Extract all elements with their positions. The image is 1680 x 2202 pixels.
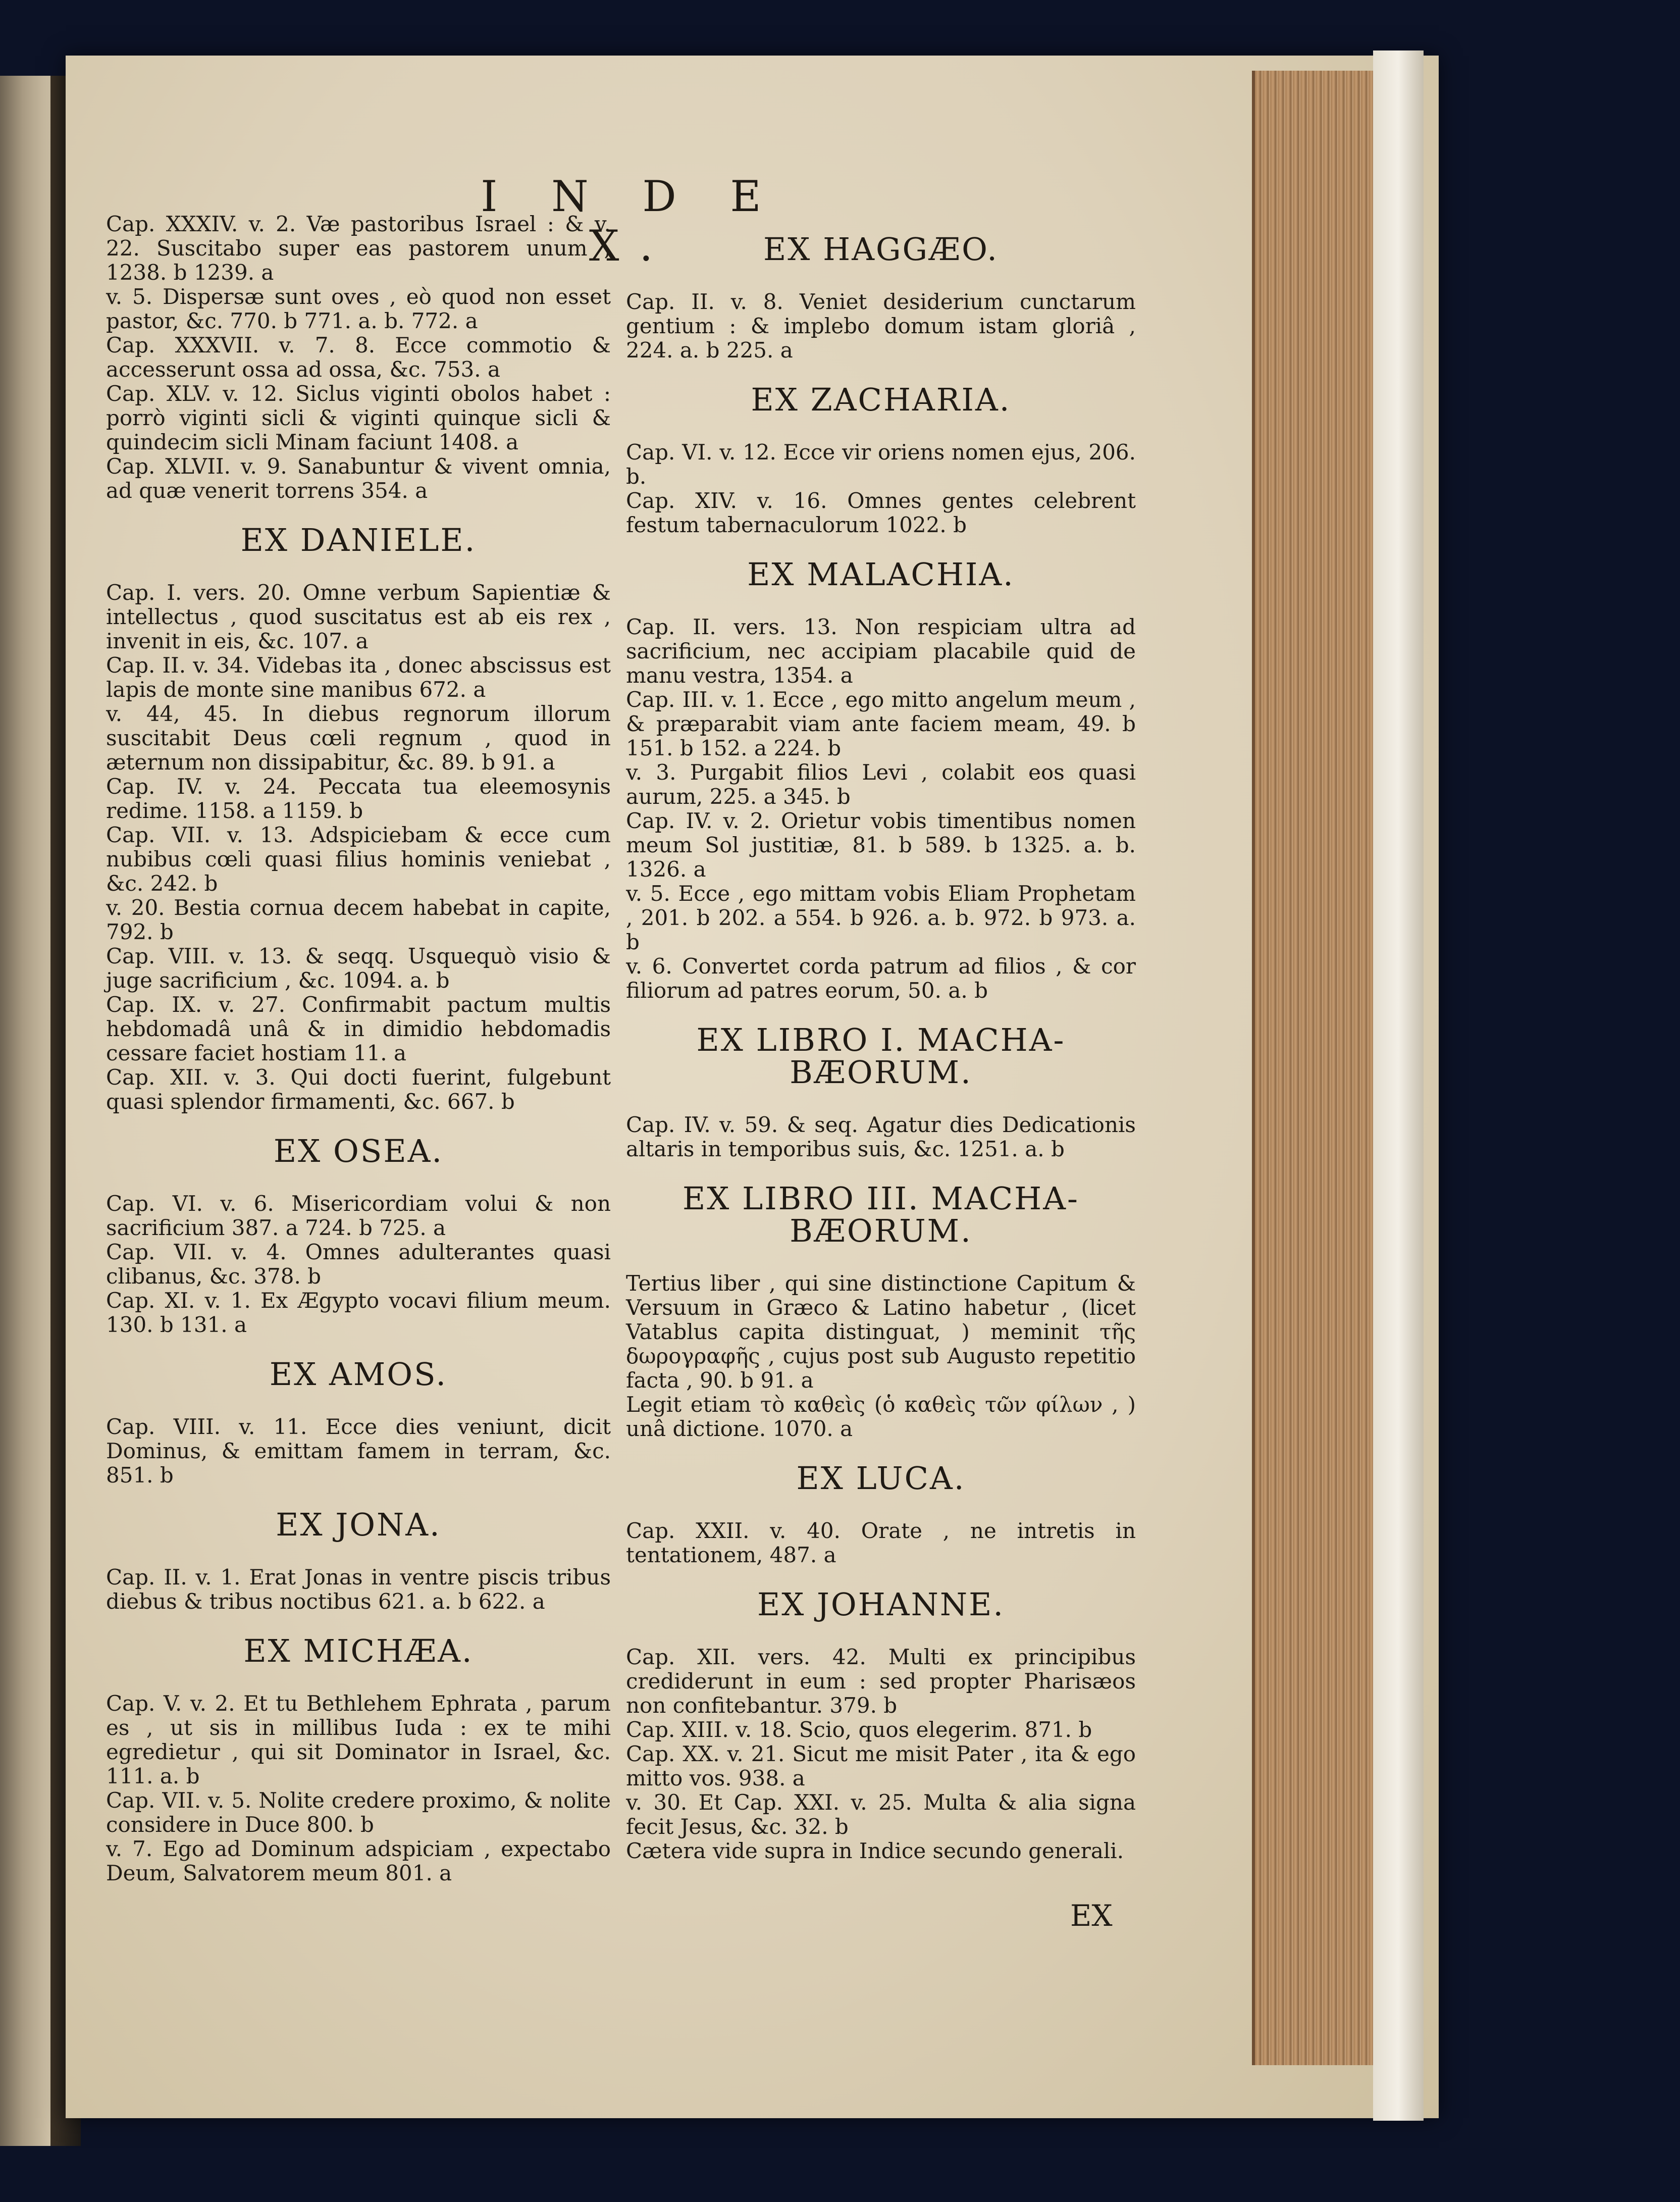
index-entry: Cap. I. vers. 20. Omne verbum Sapientiæ & intellectus , quod suscitatus est ab eis rex , invenit in eis, &c. 107. a: [106, 580, 611, 653]
index-entry: v. 5. Dispersæ sunt oves , eò quod non esset pastor, &c. 770. b 771. a. b. 772. a: [106, 284, 611, 333]
section-heading: EX MALACHIA.: [747, 556, 1015, 593]
page-header: I N D E X.: [481, 172, 781, 271]
index-entry: Cap. II. v. 34. Videbas ita , donec abscissus est lapis de monte sine manibus 672. a: [106, 653, 611, 702]
index-entry: Cap. II. vers. 13. Non respiciam ultra ad sacrificium, nec accipiam placabile quid de manu vestra, 1354. a: [626, 614, 1136, 688]
index-entry: Cap. VII. v. 13. Adspiciebam & ecce cum nubibus cœli quasi filius hominis veniebat , &c. 242. b: [106, 823, 611, 896]
index-entry: v. 5. Ecce , ego mittam vobis Eliam Prophetam , 201. b 202. a 554. b 926. a. b. 972. b 973. a. b: [626, 881, 1136, 954]
index-entry: Cap. VI. v. 12. Ecce vir oriens nomen ejus, 206. b.: [626, 440, 1136, 489]
section-heading: EX LIBRO III. MACHA-BÆORUM.: [682, 1180, 1079, 1249]
section-heading: EX OSEA.: [273, 1133, 444, 1169]
index-entry: v. 20. Bestia cornua decem habebat in capite, 792. b: [106, 895, 611, 944]
catchword: EX: [1070, 1899, 1113, 1933]
index-entry: v. 44, 45. In diebus regnorum illorum suscitabit Deus cœli regnum , quod in æternum non dissipabitur, &c. 89. b 91. a: [106, 701, 611, 775]
index-entry: Cap. XX. v. 21. Sicut me misit Pater , ita & ego mitto vos. 938. a: [626, 1742, 1136, 1790]
section-heading: EX AMOS.: [269, 1356, 448, 1393]
cover-edge: [1373, 50, 1424, 2121]
left-column: [106, 212, 611, 1885]
section-heading: EX LIBRO I. MACHA-BÆORUM.: [696, 1021, 1066, 1091]
index-entry: v. 7. Ego ad Dominum adspiciam , expectabo Deum, Salvatorem meum 801. a: [106, 1836, 611, 1885]
section-heading: EX LUCA.: [796, 1460, 966, 1497]
index-entry: Cap. XIII. v. 18. Scio, quos elegerim. 871. b: [626, 1717, 1092, 1742]
index-entry: Cap. XXII. v. 40. Orate , ne intretis in tentationem, 487. a: [626, 1518, 1136, 1567]
index-entry: v. 30. Et Cap. XXI. v. 25. Multa & alia signa fecit Jesus, &c. 32. b: [626, 1790, 1136, 1839]
index-entry: Cap. VII. v. 5. Nolite credere proximo, & nolite considere in Duce 800. b: [106, 1788, 611, 1837]
index-entry: Tertius liber , qui sine distinctione Capitum & Versuum in Græco & Latino habetur , (licet Vatablus capita distinguat, ) meminit τῆς δωρογραφῆς , cujus post sub Augusto repetitio facta , 90. b 91. a: [626, 1271, 1136, 1393]
index-entry: Cap. XLVII. v. 9. Sanabuntur & vivent omnia, ad quæ venerit torrens 354. a: [106, 454, 611, 503]
right-column: [626, 212, 1136, 1863]
index-entry: Cap. IV. v. 59. & seq. Agatur dies Dedicationis altaris in temporibus suis, &c. 1251. a. b: [626, 1112, 1136, 1161]
index-entry: Cap. III. v. 1. Ecce , ego mitto angelum meum , & præparabit viam ante faciem meam, 49. b 151. b 152. a 224. b: [626, 687, 1136, 760]
index-entry: Cap. XII. v. 3. Qui docti fuerint, fulgebunt quasi splendor firmamenti, &c. 667. b: [106, 1065, 611, 1114]
index-entry: Cap. XIV. v. 16. Omnes gentes celebrent festum tabernaculorum 1022. b: [626, 488, 1136, 537]
section-heading: EX MICHÆA.: [243, 1632, 474, 1669]
index-entry: Cap. XLV. v. 12. Siclus viginti obolos habet : porrò viginti sicli & viginti quinque sicli & quindecim sicli Minam faciunt 1408. a: [106, 381, 611, 454]
section-heading: EX ZACHARIA.: [751, 381, 1011, 418]
index-entry: Cap. II. v. 1. Erat Jonas in ventre piscis tribus diebus & tribus noctibus 621. a. b 622. a: [106, 1565, 611, 1614]
index-entry: Cap. XXXIV. v. 2. Væ pastoribus Israel : & v. 22. Suscitabo super eas pastorem unum , 1238. b 1239. a: [106, 212, 611, 285]
index-entry: Cap. V. v. 2. Et tu Bethlehem Ephrata , parum es , ut sis in millibus Iuda : ex te mihi egredietur , qui sit Dominator in Israel, &c. 111. a. b: [106, 1691, 611, 1788]
index-entry: v. 6. Convertet corda patrum ad filios , & cor filiorum ad patres eorum, 50. a. b: [626, 954, 1136, 1003]
index-entry: Cap. XI. v. 1. Ex Ægypto vocavi filium meum. 130. b 131. a: [106, 1288, 611, 1337]
section-heading: EX JOHANNE.: [757, 1586, 1005, 1623]
page-edges: [1252, 71, 1376, 2065]
index-entry: Legit etiam τὸ καθεὶς (ὁ καθεὶς τῶν φίλων , ) unâ dictione. 1070. a: [626, 1392, 1136, 1441]
index-entry: Cap. VIII. v. 13. & seqq. Usquequò visio & juge sacrificium , &c. 1094. a. b: [106, 944, 611, 993]
index-entry: Cap. XII. vers. 42. Multi ex principibus crediderunt in eum : sed propter Pharisæos non confitebantur. 379. b: [626, 1645, 1136, 1718]
index-entry: Cap. II. v. 8. Veniet desiderium cunctarum gentium : & implebo domum istam gloriâ , 224. a. b 225. a: [626, 289, 1136, 363]
section-heading: EX HAGGÆO.: [763, 231, 999, 268]
index-entry: Cap. IX. v. 27. Confirmabit pactum multis hebdomadâ unâ & in dimidio hebdomadis cessare faciet hostiam 11. a: [106, 992, 611, 1065]
index-entry: v. 3. Purgabit filios Levi , colabit eos quasi aurum, 225. a 345. b: [626, 760, 1136, 809]
index-entry: Cap. VII. v. 4. Omnes adulterantes quasi clibanus, &c. 378. b: [106, 1240, 611, 1289]
section-heading: EX DANIELE.: [240, 522, 477, 558]
index-entry: Cap. IV. v. 24. Peccata tua eleemosynis redime. 1158. a 1159. b: [106, 774, 611, 823]
index-entry: Cap. XXXVII. v. 7. 8. Ecce commotio & accesserunt ossa ad ossa, &c. 753. a: [106, 333, 611, 382]
index-entry: Cap. VIII. v. 11. Ecce dies veniunt, dicit Dominus, & emittam famem in terram, &c. 851. b: [106, 1414, 611, 1488]
index-entry: Cap. IV. v. 2. Orietur vobis timentibus nomen meum Sol justitiæ, 81. b 589. b 1325. a. b. 1326. a: [626, 808, 1136, 882]
index-entry: Cap. VI. v. 6. Misericordiam volui & non sacrificium 387. a 724. b 725. a: [106, 1191, 611, 1240]
left-page: [0, 76, 50, 2146]
section-heading: EX JONA.: [276, 1506, 441, 1543]
index-entry: Cætera vide supra in Indice secundo generali.: [626, 1838, 1124, 1863]
